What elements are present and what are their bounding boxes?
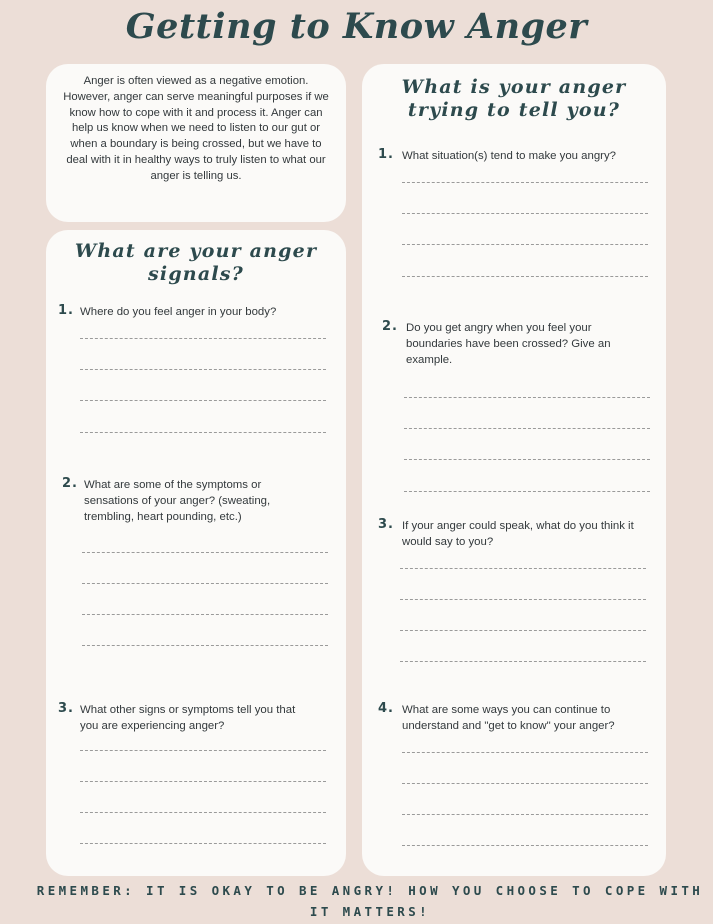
answer-line[interactable] <box>404 491 650 492</box>
anger-signals-card <box>46 230 346 876</box>
heading-line: signals? <box>148 262 244 285</box>
answer-line[interactable] <box>80 750 326 751</box>
anger-signals-heading <box>46 240 346 286</box>
answer-line[interactable] <box>400 568 646 569</box>
heading-line: What is your anger <box>401 76 627 98</box>
answer-line[interactable] <box>82 583 328 584</box>
anger-message-card <box>362 64 666 876</box>
question-number: 2. <box>62 476 78 491</box>
footer-reminder: REMEMBER: IT IS OKAY TO BE ANGRY! HOW YOU CHOOSE TO COPE WITH IT MATTERS! <box>36 883 704 919</box>
intro-text: Anger is often viewed as a negative emotion. However, anger can serve meaningful purposes if we know how to cope with it and process it. Anger can help us know when we need to listen to our gut or when a boundary is being crossed, but we have to deal with it in healthy ways to truly listen to what our anger is telling us. <box>63 75 329 182</box>
page-title: Getting to Know Anger <box>125 6 588 47</box>
answer-line[interactable] <box>402 276 648 277</box>
answer-line[interactable] <box>404 428 650 429</box>
answer-line[interactable] <box>400 661 646 662</box>
answer-line[interactable] <box>402 182 648 183</box>
answer-line[interactable] <box>80 781 326 782</box>
heading-line: What are your anger <box>74 240 318 262</box>
question-number: 2. <box>382 319 398 334</box>
question-text: What situation(s) tend to make you angry? <box>402 150 616 162</box>
answer-line[interactable] <box>82 552 328 553</box>
question-number: 3. <box>58 701 74 716</box>
answer-line[interactable] <box>402 845 648 846</box>
answer-line[interactable] <box>404 459 650 460</box>
answer-line[interactable] <box>402 783 648 784</box>
question-text: Do you get angry when you feel your boundaries have been crossed? Give an example. <box>406 322 611 366</box>
answer-line[interactable] <box>400 599 646 600</box>
answer-line[interactable] <box>82 614 328 615</box>
question-number: 4. <box>378 701 394 716</box>
question-number: 1. <box>58 303 74 318</box>
answer-line[interactable] <box>82 645 328 646</box>
answer-line[interactable] <box>402 752 648 753</box>
heading-line: trying to tell you? <box>407 98 621 121</box>
answer-line[interactable] <box>80 812 326 813</box>
question-text: What other signs or symptoms tell you that you are experiencing anger? <box>80 704 296 732</box>
answer-line[interactable] <box>80 432 326 433</box>
answer-line[interactable] <box>400 630 646 631</box>
question-number: 1. <box>378 147 394 162</box>
intro-card <box>46 64 346 222</box>
answer-line[interactable] <box>80 843 326 844</box>
question-text: What are some of the symptoms or sensations of your anger? (sweating, trembling, heart pounding, etc.) <box>84 479 271 523</box>
question-text: Where do you feel anger in your body? <box>80 306 277 318</box>
answer-line[interactable] <box>402 213 648 214</box>
question-text: What are some ways you can continue to understand and "get to know" your anger? <box>402 704 615 732</box>
question-number: 3. <box>378 517 394 532</box>
answer-line[interactable] <box>80 338 326 339</box>
answer-line[interactable] <box>402 244 648 245</box>
answer-line[interactable] <box>404 397 650 398</box>
answer-line[interactable] <box>402 814 648 815</box>
answer-line[interactable] <box>80 400 326 401</box>
question-text: If your anger could speak, what do you think it would say to you? <box>402 520 634 548</box>
answer-line[interactable] <box>80 369 326 370</box>
anger-message-heading <box>362 76 666 122</box>
